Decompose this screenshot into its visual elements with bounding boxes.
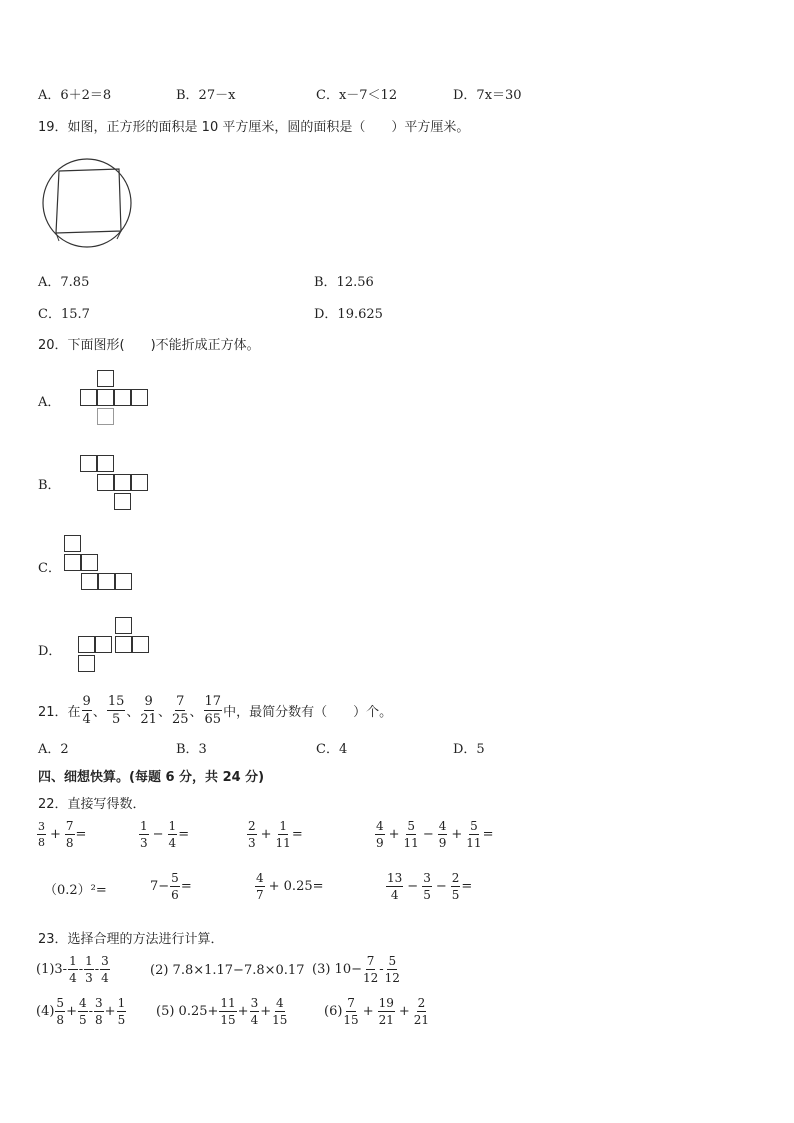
lead-text: 7− <box>150 878 170 894</box>
numerator: 1 <box>69 953 77 968</box>
q22-expr-6 <box>150 867 192 905</box>
denominator: 9 <box>376 835 384 850</box>
q21-stem <box>38 690 392 730</box>
q21-suffix: 中，最简分数有（ ）个。 <box>223 704 393 720</box>
denominator: 12 <box>384 970 400 985</box>
operator: - <box>379 961 384 977</box>
operator: + <box>451 826 463 842</box>
denominator: 11 <box>403 835 419 850</box>
numerator: 1 <box>140 818 148 833</box>
q23-problem-3 <box>312 950 401 988</box>
numerator: 13 <box>387 870 403 885</box>
tail-text: + 0.25= <box>268 878 324 894</box>
q21-fraction: $\frac{17}{65}$ <box>204 693 222 727</box>
equals: = <box>291 826 303 842</box>
equals: = <box>75 826 87 842</box>
lead-text: (5) 0.25+ <box>156 1003 219 1019</box>
separator: 、 <box>126 704 140 720</box>
lead-text: (6) <box>324 1003 343 1019</box>
q22-expr-3 <box>246 815 303 853</box>
numerator: 4 <box>275 995 284 1010</box>
q20-stem: 20．下面图形( )不能折成正方体。 <box>38 338 260 353</box>
denominator: 3 <box>85 970 93 985</box>
denominator: 8 <box>56 1012 65 1027</box>
equals: = <box>180 878 192 894</box>
operator: + <box>388 826 400 842</box>
numerator: 5 <box>171 870 179 885</box>
operator: + <box>362 1003 374 1019</box>
q21-prefix: 21．在 <box>38 704 81 720</box>
numerator: 1 <box>85 953 93 968</box>
numerator: 2 <box>451 870 460 885</box>
q18-option-c[interactable]: C．x－7＜12 <box>316 88 398 103</box>
numerator: 1 <box>279 818 287 833</box>
q18-option-b[interactable]: B．27－x <box>176 88 236 103</box>
denominator: 8 <box>38 835 45 849</box>
q19-stem: 19．如图，正方形的面积是 10 平方厘米，圆的面积是（ ）平方厘米。 <box>38 120 470 135</box>
operator: + <box>237 1003 249 1019</box>
q23-problem-6 <box>324 992 430 1030</box>
numerator: 2 <box>417 995 426 1010</box>
denominator: 21 <box>378 1012 394 1027</box>
operator: − <box>422 826 434 842</box>
operator: − <box>407 878 419 894</box>
q19-option-a[interactable]: A．7.85 <box>38 275 90 290</box>
q22-expr-4 <box>374 815 493 853</box>
q21-fraction: $\frac{15}{5}$ <box>107 693 125 727</box>
q22-expr-5: （0.2）²= <box>44 883 107 898</box>
operator: − <box>435 878 447 894</box>
denominator: 15 <box>272 1012 288 1027</box>
q21-option-c[interactable]: C．4 <box>316 742 348 757</box>
q21-fraction: $\frac{9}{21}$ <box>140 693 157 727</box>
denominator: 4 <box>390 887 399 902</box>
q19-option-c[interactable]: C．15.7 <box>38 307 90 322</box>
q22-stem: 22．直接写得数． <box>38 797 146 812</box>
separator: 、 <box>189 704 203 720</box>
q22-expr-8 <box>385 867 472 905</box>
denominator: 11 <box>275 835 291 850</box>
q21-fraction: $\frac{7}{25}$ <box>171 693 189 727</box>
operator: + <box>66 1003 77 1019</box>
denominator: 5 <box>451 887 460 902</box>
q21-option-a[interactable]: A．2 <box>38 742 69 757</box>
numerator: 1 <box>117 995 126 1010</box>
numerator: 5 <box>470 818 478 833</box>
separator: 、 <box>92 704 106 720</box>
operator: + <box>260 1003 272 1019</box>
lead-text: (1)3- <box>36 961 68 977</box>
equals: = <box>178 826 190 842</box>
section-4-title: 四、细想快算。(每题 6 分，共 24 分) <box>38 770 265 785</box>
numerator: 19 <box>378 995 394 1010</box>
numerator: 2 <box>248 818 256 833</box>
q20-label-c[interactable]: C． <box>38 561 61 576</box>
operator: + <box>398 1003 410 1019</box>
denominator: 9 <box>438 835 447 850</box>
lead-text: (3) 10− <box>312 961 362 977</box>
q19-option-b[interactable]: B．12.56 <box>314 275 374 290</box>
numerator: 5 <box>388 953 397 968</box>
denominator: 12 <box>362 970 379 985</box>
numerator: 7 <box>347 995 355 1010</box>
numerator: 1 <box>168 818 177 833</box>
numerator: 4 <box>376 818 384 833</box>
denominator: 5 <box>78 1012 87 1027</box>
numerator: 5 <box>407 818 415 833</box>
numerator: 7 <box>366 953 375 968</box>
numerator: 4 <box>256 870 264 885</box>
denominator: 7 <box>256 887 264 902</box>
operator: - <box>88 1003 94 1019</box>
q22-expr-7 <box>254 867 324 905</box>
q19-option-d[interactable]: D．19.625 <box>314 307 383 322</box>
operator: + <box>50 826 61 842</box>
denominator: 3 <box>248 835 256 850</box>
numerator: 5 <box>56 995 65 1010</box>
numerator: 3 <box>38 819 45 833</box>
denominator: 5 <box>117 1012 126 1027</box>
lead-text: (4) <box>36 1003 55 1019</box>
q18-option-d[interactable]: D．7x＝30 <box>453 88 522 103</box>
numerator: 3 <box>101 953 109 968</box>
operator: - <box>78 961 84 977</box>
q20-label-a[interactable]: A． <box>38 395 61 410</box>
q23-problem-4 <box>36 992 127 1030</box>
operator: - <box>94 961 100 977</box>
numerator: 11 <box>220 995 236 1010</box>
q20-label-b[interactable]: B． <box>38 478 61 493</box>
denominator: 11 <box>466 835 482 850</box>
q23-problem-2: (2) 7.8×1.17−7.8×0.17 <box>150 963 305 978</box>
operator: + <box>104 1003 116 1019</box>
denominator: 21 <box>413 1012 430 1027</box>
denominator: 4 <box>168 835 177 850</box>
q21-fraction: $\frac{9}{4}$ <box>82 693 91 727</box>
operator: + <box>260 826 272 842</box>
numerator: 3 <box>95 995 103 1010</box>
q23-problem-5 <box>156 992 288 1030</box>
operator: − <box>152 826 164 842</box>
denominator: 15 <box>220 1012 236 1027</box>
numerator: 4 <box>438 818 447 833</box>
equals: = <box>482 826 494 842</box>
denominator: 8 <box>95 1012 103 1027</box>
q23-problem-1 <box>36 950 111 988</box>
circle-square-figure <box>40 158 134 248</box>
q20-label-d[interactable]: D． <box>38 644 62 659</box>
denominator: 4 <box>69 970 77 985</box>
q23-stem: 23．选择合理的方法进行计算． <box>38 932 224 947</box>
numerator: 3 <box>250 995 259 1010</box>
numerator: 7 <box>65 818 74 833</box>
separator: 、 <box>157 704 171 720</box>
denominator: 4 <box>101 970 109 985</box>
denominator: 3 <box>140 835 148 850</box>
numerator: 4 <box>78 995 87 1010</box>
denominator: 4 <box>250 1012 259 1027</box>
equals: = <box>461 878 473 894</box>
q22-expr-1 <box>36 815 86 853</box>
numerator: 3 <box>423 870 431 885</box>
denominator: 15 <box>343 1012 359 1027</box>
q21-option-b[interactable]: B．3 <box>176 742 207 757</box>
denominator: 6 <box>171 887 179 902</box>
q18-option-a[interactable]: A．6＋2＝8 <box>38 88 112 103</box>
denominator: 8 <box>65 835 74 850</box>
q22-expr-2 <box>138 815 189 853</box>
denominator: 5 <box>423 887 431 902</box>
q21-option-d[interactable]: D．5 <box>453 742 485 757</box>
